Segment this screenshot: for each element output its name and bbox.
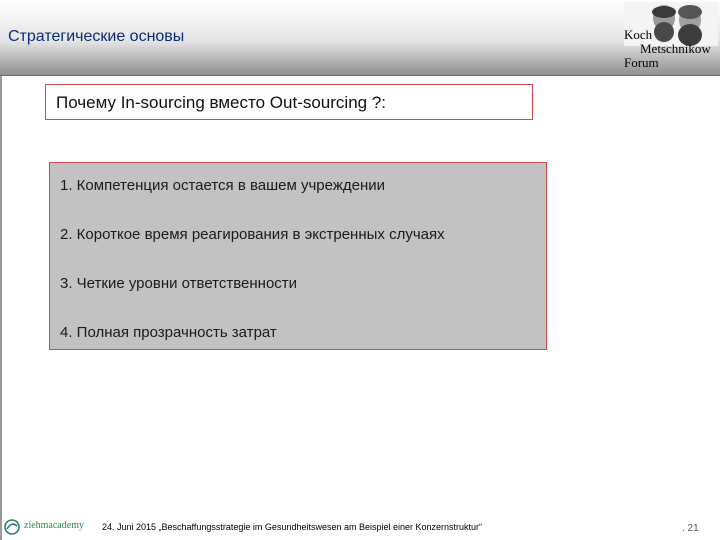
logo-line-koch: Koch	[624, 27, 653, 42]
logo-line-metschnikow: Metschnikow	[640, 41, 711, 56]
ziehm-academy-logo	[3, 517, 93, 537]
question-text: Почему In-sourcing вместо Out-sourcing ?:	[56, 93, 387, 112]
reasons-list	[49, 162, 547, 350]
footer-logo-text: ziehmacademy	[24, 520, 84, 531]
list-item: 3. Четкие уровни ответственности	[60, 275, 298, 292]
koch-metschnikow-forum-logo	[622, 0, 720, 74]
logo-line-forum: Forum	[624, 55, 659, 70]
slide-title: Стратегические основы	[8, 28, 185, 45]
list-item: 4. Полная прозрачность затрат	[60, 324, 277, 341]
left-divider	[0, 76, 2, 540]
page-number: . 21	[682, 523, 699, 534]
ziehm-swirl-icon	[3, 518, 21, 536]
question-box	[45, 84, 533, 120]
slide-header	[0, 0, 720, 76]
list-item: 2. Короткое время реагирования в экстренных случаях	[60, 226, 445, 243]
footer-caption: 24. Juni 2015 „Beschaffungsstrategie im Gesundheitswesen am Beispiel einer Konzernstruktur“	[102, 522, 483, 532]
list-item: 1. Компетенция остается в вашем учреждении	[60, 177, 385, 194]
